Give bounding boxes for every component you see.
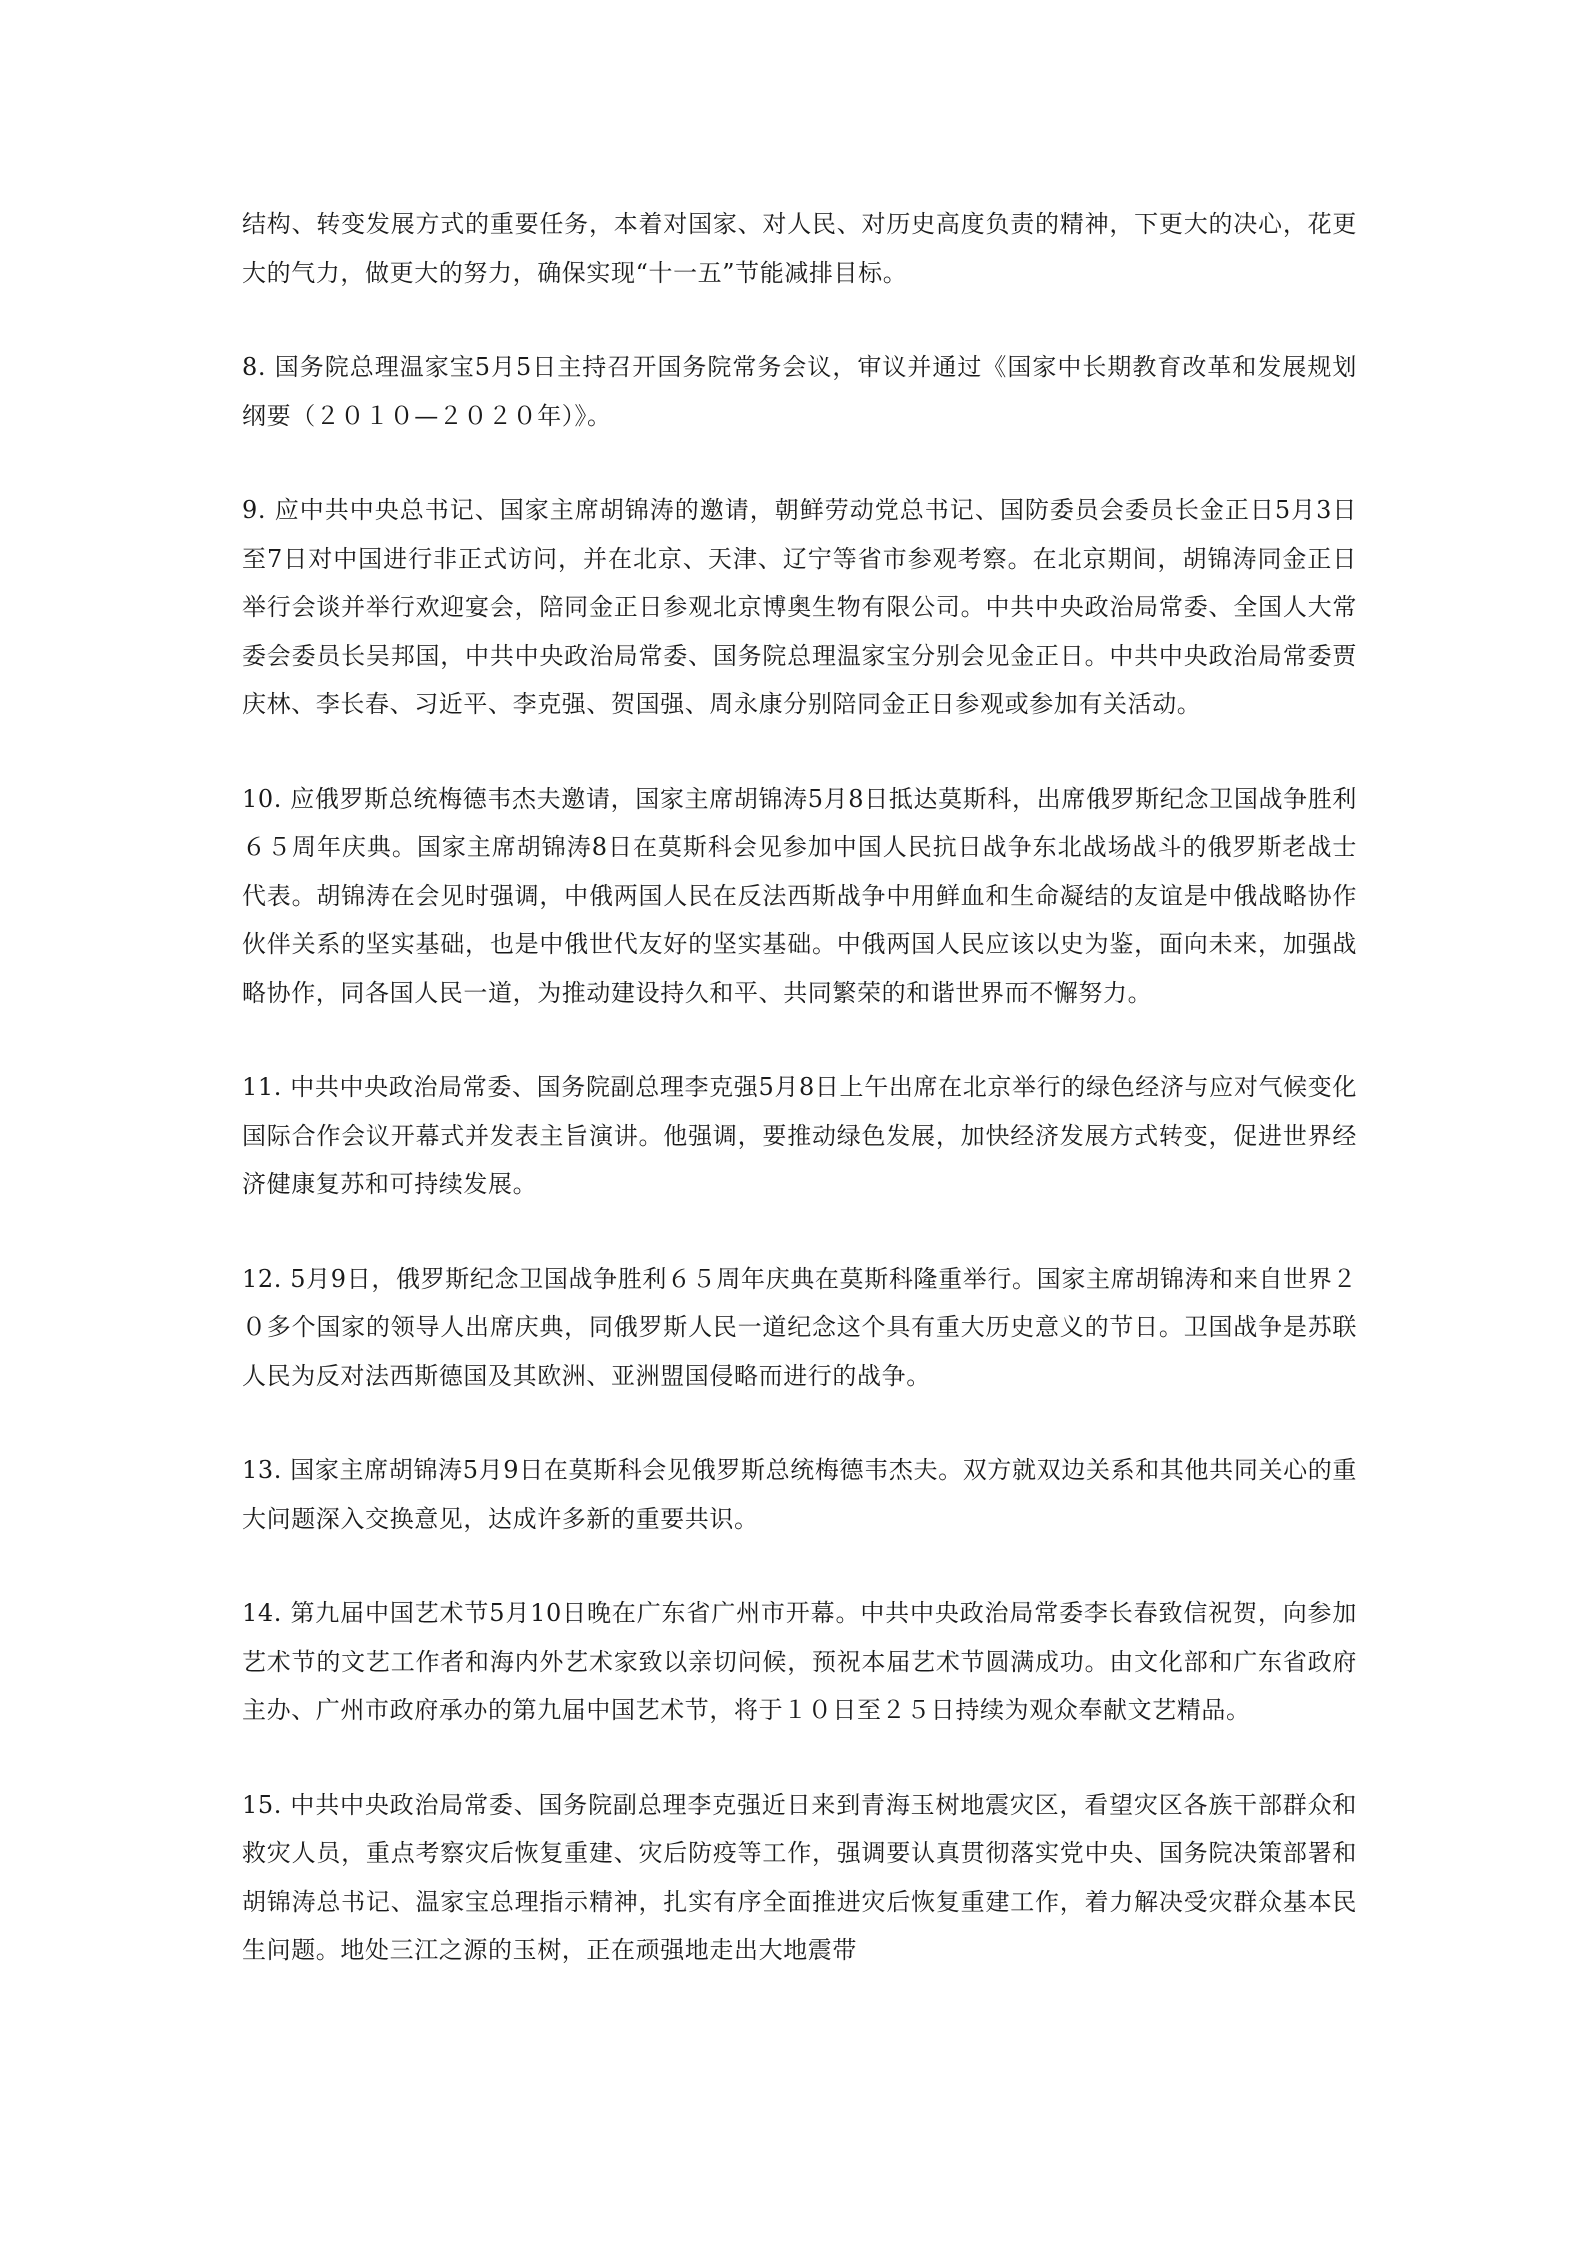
paragraph-item-14: 14. 第九届中国艺术节5月10日晚在广东省广州市开幕。中共中央政治局常委李长春致信祝贺，向参加艺术节的文艺工作者和海内外艺术家致以亲切问候，预祝本届艺术节圆满成功。由文化部和广东省政府主办、广州市政府承办的第九届中国艺术节，将于１０日至２５日持续为观众奉献文艺精品。	[242, 1599, 1357, 1724]
paragraph-item-8: 8. 国务院总理温家宝5月5日主持召开国务院常务会议，审议并通过《国家中长期教育改革和发展规划纲要（２０１０—２０２０年）》。	[242, 353, 1357, 430]
paragraph-item-9: 9. 应中共中央总书记、国家主席胡锦涛的邀请，朝鲜劳动党总书记、国防委员会委员长金正日5月3日至7日对中国进行非正式访问，并在北京、天津、辽宁等省市参观考察。在北京期间，胡锦涛同金正日举行会谈并举行欢迎宴会，陪同金正日参观北京博奥生物有限公司。中共中央政治局常委、全国人大常委会委员长吴邦国，中共中央政治局常委、国务院总理温家宝分别会见金正日。中共中央政治局常委贾庆林、李长春、习近平、李克强、贺国强、周永康分别陪同金正日参观或参加有关活动。	[242, 496, 1357, 718]
paragraph-item-11: 11. 中共中央政治局常委、国务院副总理李克强5月8日上午出席在北京举行的绿色经济与应对气候变化国际合作会议开幕式并发表主旨演讲。他强调，要推动绿色发展，加快经济发展方式转变，促进世界经济健康复苏和可持续发展。	[242, 1073, 1357, 1198]
paragraph-continuation: 结构、转变发展方式的重要任务，本着对国家、对人民、对历史高度负责的精神，下更大的决心，花更大的气力，做更大的努力，确保实现“十一五”节能减排目标。	[242, 210, 1357, 287]
paragraph-item-10: 10. 应俄罗斯总统梅德韦杰夫邀请，国家主席胡锦涛5月8日抵达莫斯科，出席俄罗斯纪念卫国战争胜利６５周年庆典。国家主席胡锦涛8日在莫斯科会见参加中国人民抗日战争东北战场战斗的俄罗斯老战士代表。胡锦涛在会见时强调，中俄两国人民在反法西斯战争中用鲜血和生命凝结的友谊是中俄战略协作伙伴关系的坚实基础，也是中俄世代友好的坚实基础。中俄两国人民应该以史为鉴，面向未来，加强战略协作，同各国人民一道，为推动建设持久和平、共同繁荣的和谐世界而不懈努力。	[242, 784, 1357, 1007]
paragraph-item-15: 15. 中共中央政治局常委、国务院副总理李克强近日来到青海玉树地震灾区，看望灾区各族干部群众和救灾人员，重点考察灾后恢复重建、灾后防疫等工作，强调要认真贯彻落实党中央、国务院决策部署和胡锦涛总书记、温家宝总理指示精神，扎实有序全面推进灾后恢复重建工作，着力解决受灾群众基本民生问题。地处三江之源的玉树，正在顽强地走出大地震带	[242, 1790, 1357, 1964]
document-body	[242, 200, 1357, 2021]
paragraph-item-13: 13. 国家主席胡锦涛5月9日在莫斯科会见俄罗斯总统梅德韦杰夫。双方就双边关系和其他共同关心的重大问题深入交换意见，达成许多新的重要共识。	[242, 1456, 1357, 1533]
paragraph-item-12: 12. 5月9日，俄罗斯纪念卫国战争胜利６５周年庆典在莫斯科隆重举行。国家主席胡锦涛和来自世界２０多个国家的领导人出席庆典，同俄罗斯人民一道纪念这个具有重大历史意义的节日。卫国战争是苏联人民为反对法西斯德国及其欧洲、亚洲盟国侵略而进行的战争。	[242, 1264, 1357, 1390]
